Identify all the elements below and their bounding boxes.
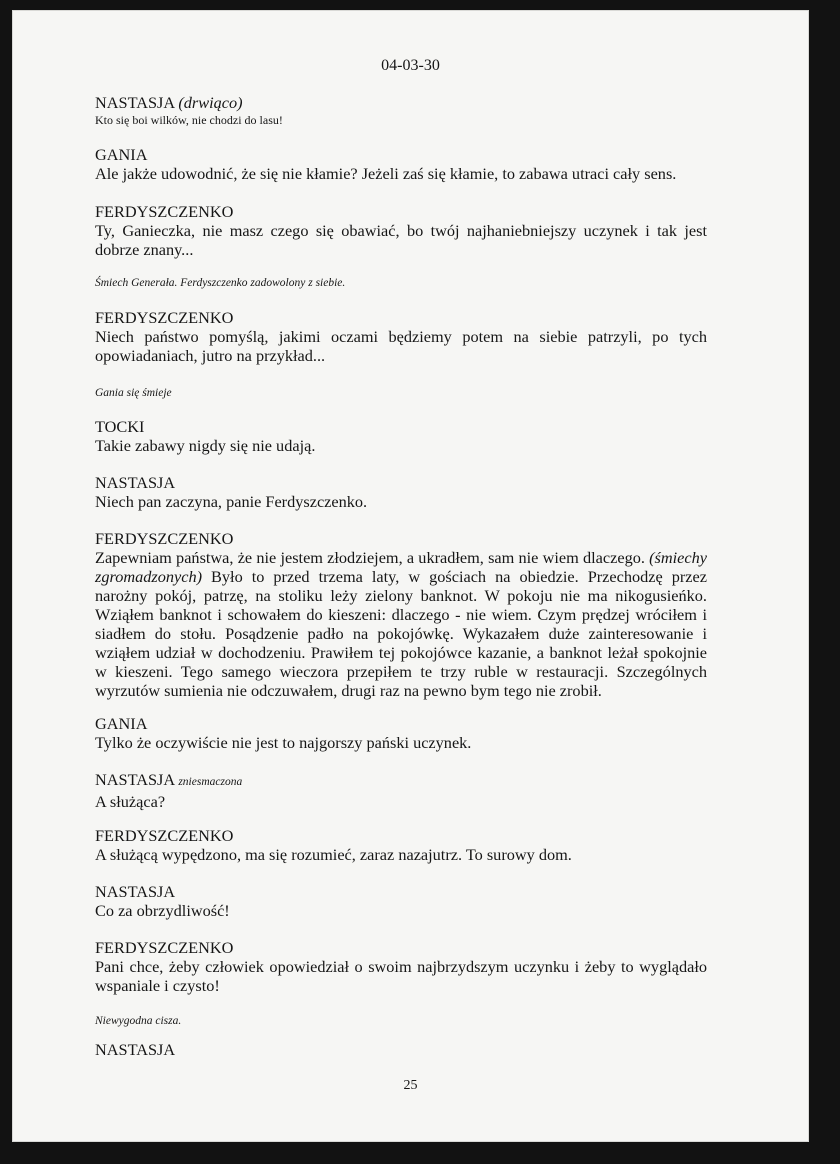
dialogue-line: Ty, Ganieczka, nie masz czego się obawiać, bo twój najhaniebniejszy uczynek i tak jest dobrze znany... xyxy=(95,221,707,259)
dialogue-line: A służąca? xyxy=(95,792,166,811)
speaker-name: GANIA xyxy=(95,145,148,164)
speaker-name: FERDYSZCZENKO xyxy=(95,938,234,957)
dialogue-block xyxy=(95,826,707,864)
dialogue-line: Pani chce, żeby człowiek opowiedział o swoim najbrzydszym uczynku i żeby to wyglądało wspaniale i czysto! xyxy=(95,957,707,995)
dialogue-line: Co za obrzydliwość! xyxy=(95,901,230,920)
speaker-name: FERDYSZCZENKO xyxy=(95,826,234,845)
dialogue-block xyxy=(95,308,707,365)
inline-stage-direction: (śmiechy zgromadzonych) xyxy=(95,548,707,586)
speaker-name: TOCKI xyxy=(95,417,145,436)
dialogue-line: Kto się boi wilków, nie chodzi do lasu! xyxy=(95,113,283,127)
stage-direction: Śmiech Generała. Ferdyszczenko zadowolony z siebie. xyxy=(95,277,346,289)
dialogue-block xyxy=(95,473,707,511)
dialogue-block xyxy=(95,1040,707,1059)
speaker-name: NASTASJA xyxy=(95,882,176,901)
page-number: 25 xyxy=(403,1078,418,1093)
stage-direction-inline: zniesmaczona xyxy=(178,776,243,788)
speaker-name: FERDYSZCZENKO xyxy=(95,529,234,548)
paper-sheet xyxy=(12,10,809,1142)
dialogue-line xyxy=(95,548,707,700)
script-page xyxy=(12,10,809,1142)
speaker-name: FERDYSZCZENKO xyxy=(95,202,234,221)
speaker-name xyxy=(95,770,707,792)
dialogue-line: Ale jakże udowodnić, że się nie kłamie? Jeżeli zaś się kłamie, to zabawa utraci cały sens. xyxy=(95,164,677,183)
dialogue-block xyxy=(95,145,707,183)
dialogue-line: Niech pan zaczyna, panie Ferdyszczenko. xyxy=(95,492,368,511)
dialogue-line: Niech państwo pomyślą, jakimi oczami będziemy potem na siebie patrzyli, po tych opowiadaniach, jutro na przykład... xyxy=(95,327,707,365)
speaker-name: FERDYSZCZENKO xyxy=(95,308,234,327)
speaker-name: GANIA xyxy=(95,714,148,733)
dialogue-block xyxy=(95,202,707,259)
speaker-label: NASTASJA xyxy=(95,770,175,789)
stage-direction: Gania się śmieje xyxy=(95,387,172,399)
dialogue-line: A służącą wypędzono, ma się rozumieć, zaraz nazajutrz. To surowy dom. xyxy=(95,845,572,864)
speaker-name xyxy=(95,93,707,112)
stage-direction-inline: (drwiąco) xyxy=(178,93,243,112)
dialogue-block xyxy=(95,938,707,995)
dialogue-block xyxy=(95,529,707,700)
speaker-name: NASTASJA xyxy=(95,473,176,492)
dialogue-text: Było to przed trzema laty, w gościach na obiedzie. Przechodzę przez narożny pokój, patrzę, na stoliku leży zielony banknot. W pokoju nie ma nikogusieńko. Wziąłem banknot i schowałem do kieszeni: dlaczego - nie wiem. Czym prędzej wróciłem i siadłem do stołu. Posądzenie padło na pokojówkę. Wykazałem duże zainteresowanie i wziąłem udział w dochodzeniu. Prawiłem tej pokojówce kazanie, a banknot leżał spokojnie w kieszeni. Tego samego wieczora przepiłem te trzy ruble w restauracji. Szczególnych wyrzutów sumienia nie odczuwałem, drugi raz na pewno bym tego nie zrobił. xyxy=(95,567,707,700)
dialogue-line: Tylko że oczywiście nie jest to najgorszy pański uczynek. xyxy=(95,733,472,752)
speaker-label: NASTASJA xyxy=(95,93,175,112)
dialogue-block xyxy=(95,93,707,128)
stage-direction: Niewygodna cisza. xyxy=(95,1015,182,1027)
dialogue-block xyxy=(95,882,707,920)
dialogue-block xyxy=(95,417,707,455)
speaker-name: NASTASJA xyxy=(95,1040,176,1059)
dialogue-block xyxy=(95,770,707,811)
page-date: 04-03-30 xyxy=(381,57,440,74)
dialogue-line: Takie zabawy nigdy się nie udają. xyxy=(95,436,316,455)
dialogue-block xyxy=(95,714,707,752)
dialogue-text: Zapewniam państwa, że nie jestem złodziejem, a ukradłem, sam nie wiem dlaczego. xyxy=(95,548,650,567)
